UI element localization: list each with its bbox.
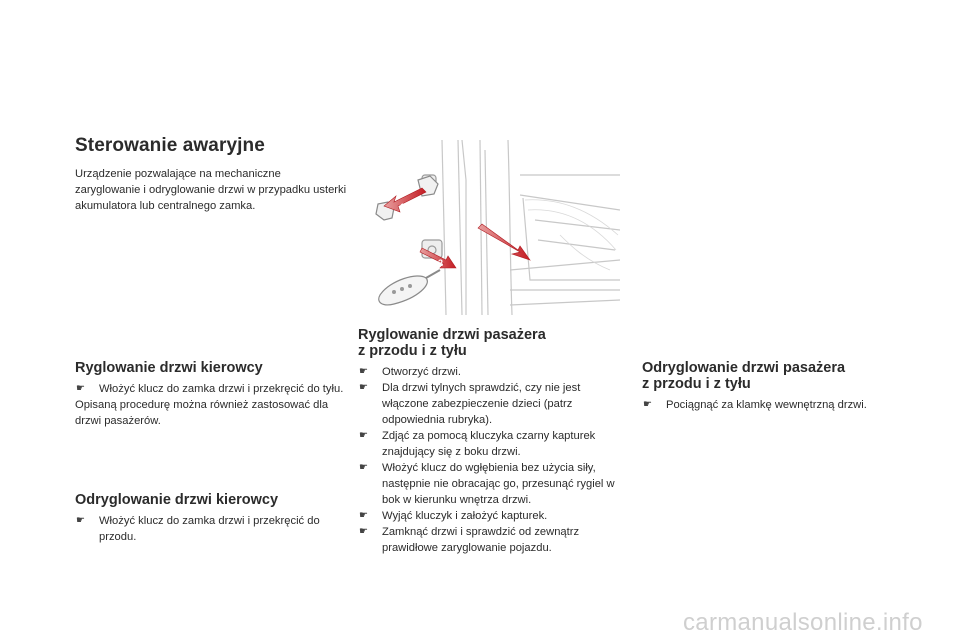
illustration: [360, 140, 620, 315]
passenger-lock-section: [358, 364, 628, 556]
passenger-unlock-section: [642, 397, 912, 413]
list-item: ☛ Zdjąć za pomocą kluczyka czarny kapturek znajdujący się z boku drzwi.: [359, 430, 596, 458]
pointer-icon: ☛: [359, 366, 368, 377]
pointer-icon: ☛: [359, 526, 368, 537]
driver-unlock-section: [75, 513, 347, 545]
step-label-2: 2: [438, 258, 444, 268]
pointer-icon: ☛: [359, 382, 368, 393]
arrow-3-icon: [478, 224, 530, 260]
pointer-icon: ☛: [643, 399, 652, 410]
passenger-unlock-heading: Odryglowanie drzwi pasażera z przodu i z tyłu: [642, 360, 846, 392]
pointer-icon: ☛: [359, 430, 368, 441]
list-item: ☛ Dla drzwi tylnych sprawdzić, czy nie jest włączone zabezpieczenie dzieci (patrz odpowiednia rubryka).: [359, 382, 581, 426]
list-item: ☛ Włożyć klucz do zamka drzwi i przekręcić do tyłu.: [76, 383, 344, 395]
pointer-icon: ☛: [359, 510, 368, 521]
list-item: ☛ Wyjąć kluczyk i założyć kapturek.: [359, 510, 548, 522]
pointer-icon: ☛: [359, 462, 368, 473]
driver-lock-note: Opisaną procedurę można również zastosować dla drzwi pasażerów.: [75, 399, 329, 427]
list-item: ☛ Pociągnąć za klamkę wewnętrzną drzwi.: [643, 399, 867, 411]
passenger-lock-list: [358, 364, 628, 556]
list-item: ☛ Otworzyć drzwi.: [359, 366, 461, 378]
list-item: ☛ Włożyć klucz do wgłębienia bez użycia siły, następnie nie obracając go, przesunąć rygiel w bok w kierunku wnętrza drzwi.: [359, 462, 615, 506]
door-lock-diagram: [360, 140, 620, 315]
list-item: ☛ Zamknąć drzwi i sprawdzić od zewnątrz prawidłowe zaryglowanie pojazdu.: [359, 526, 580, 554]
driver-unlock-list: [75, 513, 347, 545]
passenger-lock-heading: Ryglowanie drzwi pasażera z przodu i z tyłu: [358, 327, 546, 359]
step-label-1: 1: [400, 202, 406, 212]
page-title: Sterowanie awaryjne: [75, 135, 265, 156]
driver-lock-list: [75, 381, 347, 397]
driver-unlock-heading: Odryglowanie drzwi kierowcy: [75, 492, 279, 508]
list-item: ☛ Włożyć klucz do zamka drzwi i przekręcić do przodu.: [76, 515, 320, 543]
pointer-icon: ☛: [76, 515, 85, 526]
watermark: carmanualsonline.info: [683, 609, 923, 636]
intro-text: Urządzenie pozwalające na mechaniczne zaryglowanie i odryglowanie drzwi w przypadku usterki akumulatora lub centralnego zamka.: [75, 168, 347, 212]
driver-lock-heading: Ryglowanie drzwi kierowcy: [75, 360, 263, 376]
passenger-unlock-list: [642, 397, 912, 413]
pointer-icon: ☛: [76, 383, 85, 394]
driver-lock-section: [75, 381, 347, 429]
